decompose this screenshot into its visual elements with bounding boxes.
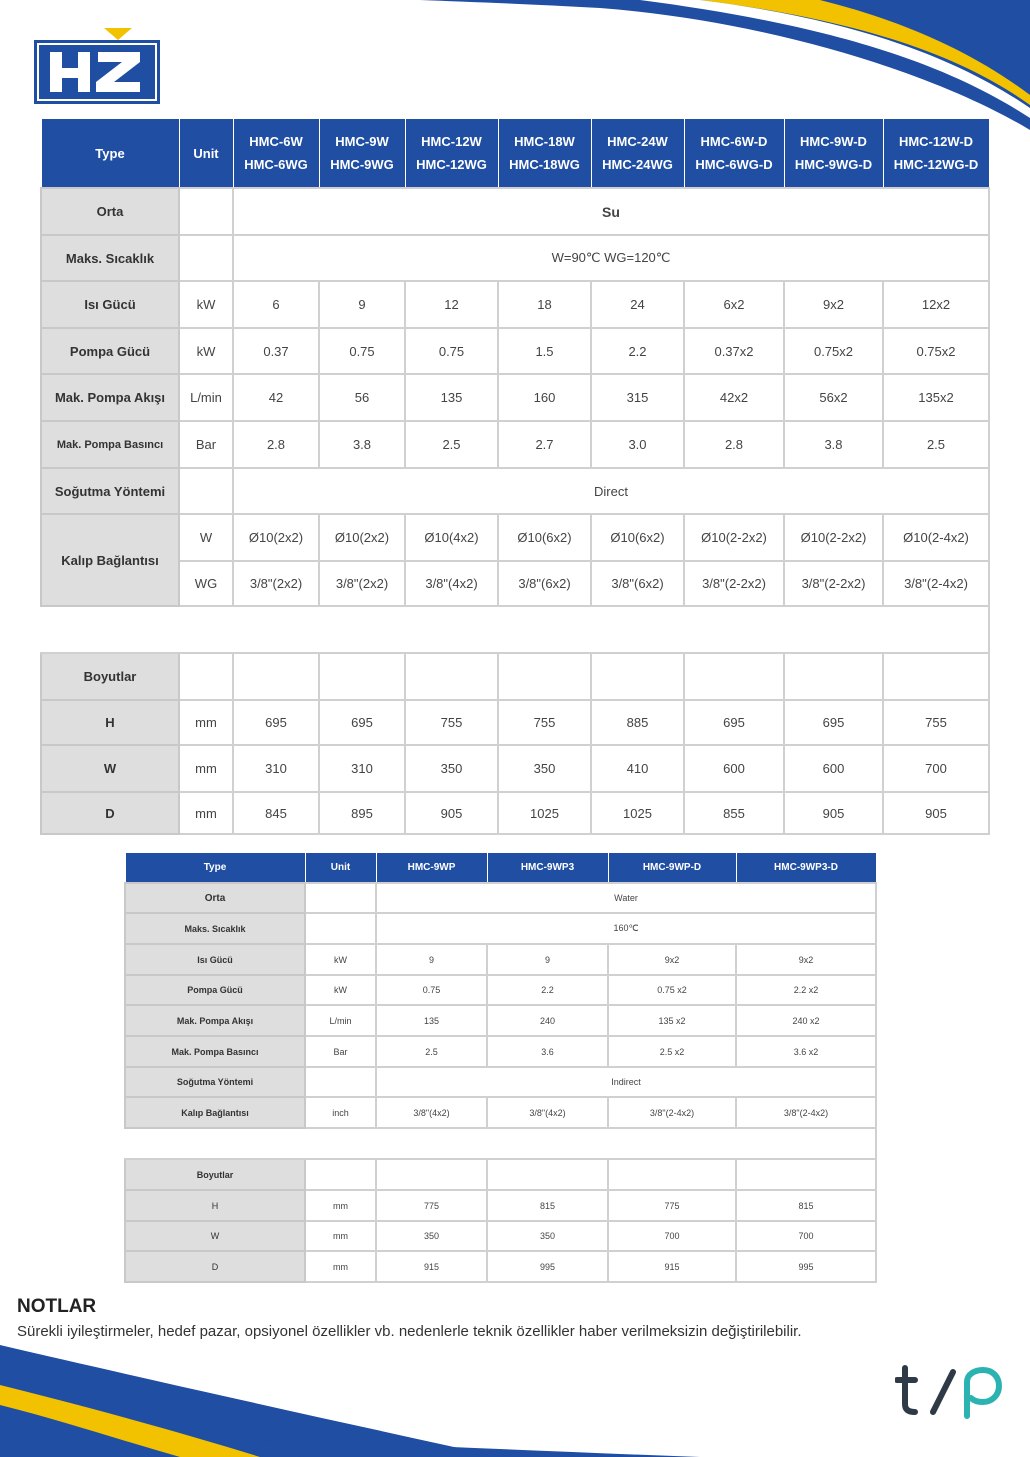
- value-cell: 350: [405, 745, 498, 792]
- unit-cell: L/min: [179, 374, 233, 421]
- cooling-row: [125, 1067, 876, 1097]
- cooling-row: [41, 468, 989, 514]
- value-cell: 3/8"(4x2): [376, 1097, 487, 1128]
- model-name: HMC-12W: [421, 134, 482, 149]
- value-cell: 3/8"(6x2): [591, 561, 684, 606]
- value-cell: Ø10(2-4x2): [883, 514, 989, 561]
- model-name: HMC-6WG-D: [695, 157, 773, 172]
- value-cell: 3.6: [487, 1036, 608, 1067]
- value-cell: 700: [736, 1221, 876, 1251]
- dim-w-row: [125, 1221, 876, 1251]
- model-name: HMC-18WG: [509, 157, 580, 172]
- value-cell: 160: [498, 374, 591, 421]
- unit-cell: [305, 913, 376, 944]
- value-cell: 0.37: [233, 328, 319, 374]
- value-cell: 895: [319, 792, 405, 834]
- value-cell: 310: [233, 745, 319, 792]
- value-cell: 24: [591, 281, 684, 328]
- spacer-cell: [41, 606, 989, 653]
- value-cell: 905: [784, 792, 883, 834]
- model-name: HMC-12W-D: [898, 134, 974, 149]
- value-cell: 12: [405, 281, 498, 328]
- value-cell: 915: [608, 1251, 736, 1282]
- row-label: Mak. Pompa Akışı: [41, 374, 179, 421]
- unit-cell: Bar: [305, 1036, 376, 1067]
- value-cell: 600: [784, 745, 883, 792]
- tsp-logo-icon: [895, 1360, 1005, 1420]
- dim-w-row: [41, 745, 989, 792]
- type-header: Type: [125, 853, 305, 883]
- value-cell: 135: [405, 374, 498, 421]
- spec-table-2: [124, 853, 877, 1283]
- row-label: W: [41, 745, 179, 792]
- value-cell: 12x2: [883, 281, 989, 328]
- value-cell: 3/8"(2x2): [319, 561, 405, 606]
- heat-row: [125, 944, 876, 975]
- max-temp-row: [41, 235, 989, 281]
- model-name: HMC-6W: [249, 134, 303, 149]
- value-cell: 42: [233, 374, 319, 421]
- unit-cell: kW: [305, 944, 376, 975]
- value-cell: 915: [376, 1251, 487, 1282]
- cooling-value: Indirect: [376, 1067, 876, 1097]
- row-label: Mak. Pompa Basıncı: [125, 1036, 305, 1067]
- value-cell: 695: [784, 700, 883, 745]
- spacer-row: [125, 1128, 876, 1159]
- model-header: HMC-9WP3: [487, 853, 608, 883]
- value-cell: 3.8: [319, 421, 405, 468]
- value-cell: 1025: [498, 792, 591, 834]
- value-cell: 9x2: [608, 944, 736, 975]
- mold-w-row: [41, 514, 989, 561]
- model-header: [498, 119, 591, 188]
- value-cell: 3/8"(2-4x2): [736, 1097, 876, 1128]
- mold-row: [125, 1097, 876, 1128]
- value-cell: 2.5 x2: [608, 1036, 736, 1067]
- row-label: Maks. Sıcaklık: [41, 235, 179, 281]
- model-name: HMC-12WG-D: [893, 157, 979, 172]
- value-cell: 755: [883, 700, 989, 745]
- row-label: Mak. Pompa Akışı: [125, 1005, 305, 1036]
- spec-table-1: [40, 119, 990, 835]
- pump-power-row: [125, 975, 876, 1005]
- value-cell: 0.75: [319, 328, 405, 374]
- value-cell: 0.75x2: [883, 328, 989, 374]
- value-cell: 0.75x2: [784, 328, 883, 374]
- row-label: Isı Gücü: [125, 944, 305, 975]
- medium-value: Su: [233, 188, 989, 235]
- table1-header-row: [41, 119, 989, 188]
- unit-cell: mm: [179, 792, 233, 834]
- value-cell: 9: [376, 944, 487, 975]
- unit-cell: [179, 468, 233, 514]
- value-cell: 9: [487, 944, 608, 975]
- value-cell: 6: [233, 281, 319, 328]
- model-name: HMC-18W: [514, 134, 575, 149]
- unit-cell: inch: [305, 1097, 376, 1128]
- row-label: Orta: [125, 883, 305, 913]
- unit-cell: W: [179, 514, 233, 561]
- model-header: [319, 119, 405, 188]
- bottom-blue-swoosh-2: [260, 1440, 700, 1457]
- value-cell: 410: [591, 745, 684, 792]
- value-cell: 3.0: [591, 421, 684, 468]
- spacer-row: [41, 606, 989, 653]
- value-cell: 315: [591, 374, 684, 421]
- value-cell: 755: [405, 700, 498, 745]
- heat-row: [41, 281, 989, 328]
- value-cell: 3/8"(2x2): [233, 561, 319, 606]
- value-cell: 3/8"(4x2): [405, 561, 498, 606]
- value-cell: 9: [319, 281, 405, 328]
- row-label: Kalıp Bağlantısı: [125, 1097, 305, 1128]
- value-cell: 995: [487, 1251, 608, 1282]
- value-cell: 695: [319, 700, 405, 745]
- value-cell: 135: [376, 1005, 487, 1036]
- mold-wg-row: [41, 561, 989, 606]
- model-header: [591, 119, 684, 188]
- value-cell: 0.37x2: [684, 328, 784, 374]
- value-cell: 1.5: [498, 328, 591, 374]
- value-cell: 3/8"(4x2): [487, 1097, 608, 1128]
- value-cell: 350: [376, 1221, 487, 1251]
- row-label: Boyutlar: [125, 1159, 305, 1190]
- pump-pressure-row: [41, 421, 989, 468]
- unit-cell: [179, 188, 233, 235]
- value-cell: 2.7: [498, 421, 591, 468]
- value-cell: 2.2: [487, 975, 608, 1005]
- value-cell: 3/8"(2-2x2): [684, 561, 784, 606]
- value-cell: 135x2: [883, 374, 989, 421]
- value-cell: 885: [591, 700, 684, 745]
- value-cell: 700: [883, 745, 989, 792]
- value-cell: 0.75 x2: [608, 975, 736, 1005]
- notes-title: NOTLAR: [17, 1296, 97, 1317]
- value-cell: 855: [684, 792, 784, 834]
- orta-row: [41, 188, 989, 235]
- cooling-value: Direct: [233, 468, 989, 514]
- pump-flow-row: [125, 1005, 876, 1036]
- value-cell: 9x2: [736, 944, 876, 975]
- row-label: Pompa Gücü: [125, 975, 305, 1005]
- value-cell: 905: [405, 792, 498, 834]
- dim-h-row: [125, 1190, 876, 1221]
- value-cell: Ø10(2x2): [319, 514, 405, 561]
- model-name: HMC-6WG: [244, 157, 308, 172]
- dim-h-row: [41, 700, 989, 745]
- value-cell: 56x2: [784, 374, 883, 421]
- value-cell: 0.75: [376, 975, 487, 1005]
- value-cell: 775: [608, 1190, 736, 1221]
- model-name: HMC-9WG: [330, 157, 394, 172]
- row-label: Pompa Gücü: [41, 328, 179, 374]
- unit-cell: mm: [305, 1221, 376, 1251]
- value-cell: 815: [487, 1190, 608, 1221]
- dimensions-row: [125, 1159, 876, 1190]
- medium-value: Water: [376, 883, 876, 913]
- value-cell: 3.6 x2: [736, 1036, 876, 1067]
- model-name: HMC-24W: [607, 134, 668, 149]
- value-cell: 9x2: [784, 281, 883, 328]
- value-cell: 2.5: [883, 421, 989, 468]
- bottom-blue-swoosh: [0, 1345, 500, 1457]
- unit-cell: WG: [179, 561, 233, 606]
- unit-cell: mm: [305, 1190, 376, 1221]
- model-name: HMC-24WG: [602, 157, 673, 172]
- value-cell: 2.5: [405, 421, 498, 468]
- unit-header: Unit: [179, 119, 233, 188]
- model-name: HMC-9W-D: [800, 134, 867, 149]
- row-label: Soğutma Yöntemi: [125, 1067, 305, 1097]
- model-header: [684, 119, 784, 188]
- pump-pressure-row: [125, 1036, 876, 1067]
- dimensions-row: [41, 653, 989, 700]
- unit-cell: mm: [305, 1251, 376, 1282]
- value-cell: 3/8"(2-2x2): [784, 561, 883, 606]
- value-cell: 350: [487, 1221, 608, 1251]
- value-cell: 755: [498, 700, 591, 745]
- value-cell: Ø10(6x2): [591, 514, 684, 561]
- model-header: HMC-9WP-D: [608, 853, 736, 883]
- unit-header: Unit: [305, 853, 376, 883]
- value-cell: Ø10(2-2x2): [684, 514, 784, 561]
- value-cell: 2.2 x2: [736, 975, 876, 1005]
- model-header: [405, 119, 498, 188]
- model-header: HMC-9WP3-D: [736, 853, 876, 883]
- value-cell: 2.5: [376, 1036, 487, 1067]
- unit-cell: mm: [179, 745, 233, 792]
- unit-cell: [305, 1067, 376, 1097]
- model-name: HMC-9WG-D: [794, 157, 873, 172]
- value-cell: 600: [684, 745, 784, 792]
- value-cell: Ø10(4x2): [405, 514, 498, 561]
- pump-power-row: [41, 328, 989, 374]
- value-cell: 240 x2: [736, 1005, 876, 1036]
- hz-logo-icon: [34, 28, 160, 104]
- value-cell: 135 x2: [608, 1005, 736, 1036]
- value-cell: 775: [376, 1190, 487, 1221]
- row-label: H: [41, 700, 179, 745]
- dim-d-row: [41, 792, 989, 834]
- max-temp-row: [125, 913, 876, 944]
- model-header: [784, 119, 883, 188]
- row-label: Boyutlar: [41, 653, 179, 700]
- value-cell: 905: [883, 792, 989, 834]
- value-cell: 1025: [591, 792, 684, 834]
- unit-cell: Bar: [179, 421, 233, 468]
- row-label: Orta: [41, 188, 179, 235]
- unit-cell: kW: [179, 328, 233, 374]
- value-cell: 2.8: [233, 421, 319, 468]
- value-cell: 3/8"(2-4x2): [608, 1097, 736, 1128]
- unit-cell: [179, 235, 233, 281]
- model-header: [883, 119, 989, 188]
- model-header: HMC-9WP: [376, 853, 487, 883]
- model-header: [233, 119, 319, 188]
- value-cell: 240: [487, 1005, 608, 1036]
- value-cell: 695: [684, 700, 784, 745]
- notes-text: Sürekli iyileştirmeler, hedef pazar, opsiyonel özellikler vb. nedenlerle teknik özellikler haber verilmeksizin değiştirilebilir.: [17, 1323, 802, 1340]
- value-cell: 6x2: [684, 281, 784, 328]
- max-temp-value: W=90℃ WG=120℃: [233, 235, 989, 281]
- value-cell: 2.8: [684, 421, 784, 468]
- value-cell: 0.75: [405, 328, 498, 374]
- model-name: HMC-12WG: [416, 157, 487, 172]
- row-label: D: [125, 1251, 305, 1282]
- value-cell: 2.2: [591, 328, 684, 374]
- value-cell: 995: [736, 1251, 876, 1282]
- row-label: W: [125, 1221, 305, 1251]
- spacer-cell: [125, 1128, 876, 1159]
- unit-cell: mm: [179, 700, 233, 745]
- row-label: Mak. Pompa Basıncı: [41, 421, 179, 468]
- row-label: Maks. Sıcaklık: [125, 913, 305, 944]
- value-cell: Ø10(6x2): [498, 514, 591, 561]
- value-cell: 42x2: [684, 374, 784, 421]
- pump-flow-row: [41, 374, 989, 421]
- value-cell: 3/8"(6x2): [498, 561, 591, 606]
- row-label: Isı Gücü: [41, 281, 179, 328]
- row-label: Soğutma Yöntemi: [41, 468, 179, 514]
- value-cell: Ø10(2x2): [233, 514, 319, 561]
- value-cell: 3.8: [784, 421, 883, 468]
- value-cell: 845: [233, 792, 319, 834]
- unit-cell: [179, 653, 233, 700]
- type-header: Type: [41, 119, 179, 188]
- value-cell: 695: [233, 700, 319, 745]
- row-label: Kalıp Bağlantısı: [41, 514, 179, 606]
- unit-cell: kW: [179, 281, 233, 328]
- table2-header-row: [125, 853, 876, 883]
- value-cell: 18: [498, 281, 591, 328]
- row-label: H: [125, 1190, 305, 1221]
- row-label: D: [41, 792, 179, 834]
- unit-cell: [305, 883, 376, 913]
- model-name: HMC-6W-D: [700, 134, 768, 149]
- unit-cell: kW: [305, 975, 376, 1005]
- value-cell: 310: [319, 745, 405, 792]
- value-cell: 700: [608, 1221, 736, 1251]
- value-cell: 56: [319, 374, 405, 421]
- max-temp-value: 160℃: [376, 913, 876, 944]
- dim-d-row: [125, 1251, 876, 1282]
- value-cell: 350: [498, 745, 591, 792]
- value-cell: 3/8"(2-4x2): [883, 561, 989, 606]
- unit-cell: L/min: [305, 1005, 376, 1036]
- value-cell: Ø10(2-2x2): [784, 514, 883, 561]
- model-name: HMC-9W: [335, 134, 389, 149]
- value-cell: 815: [736, 1190, 876, 1221]
- orta-row: [125, 883, 876, 913]
